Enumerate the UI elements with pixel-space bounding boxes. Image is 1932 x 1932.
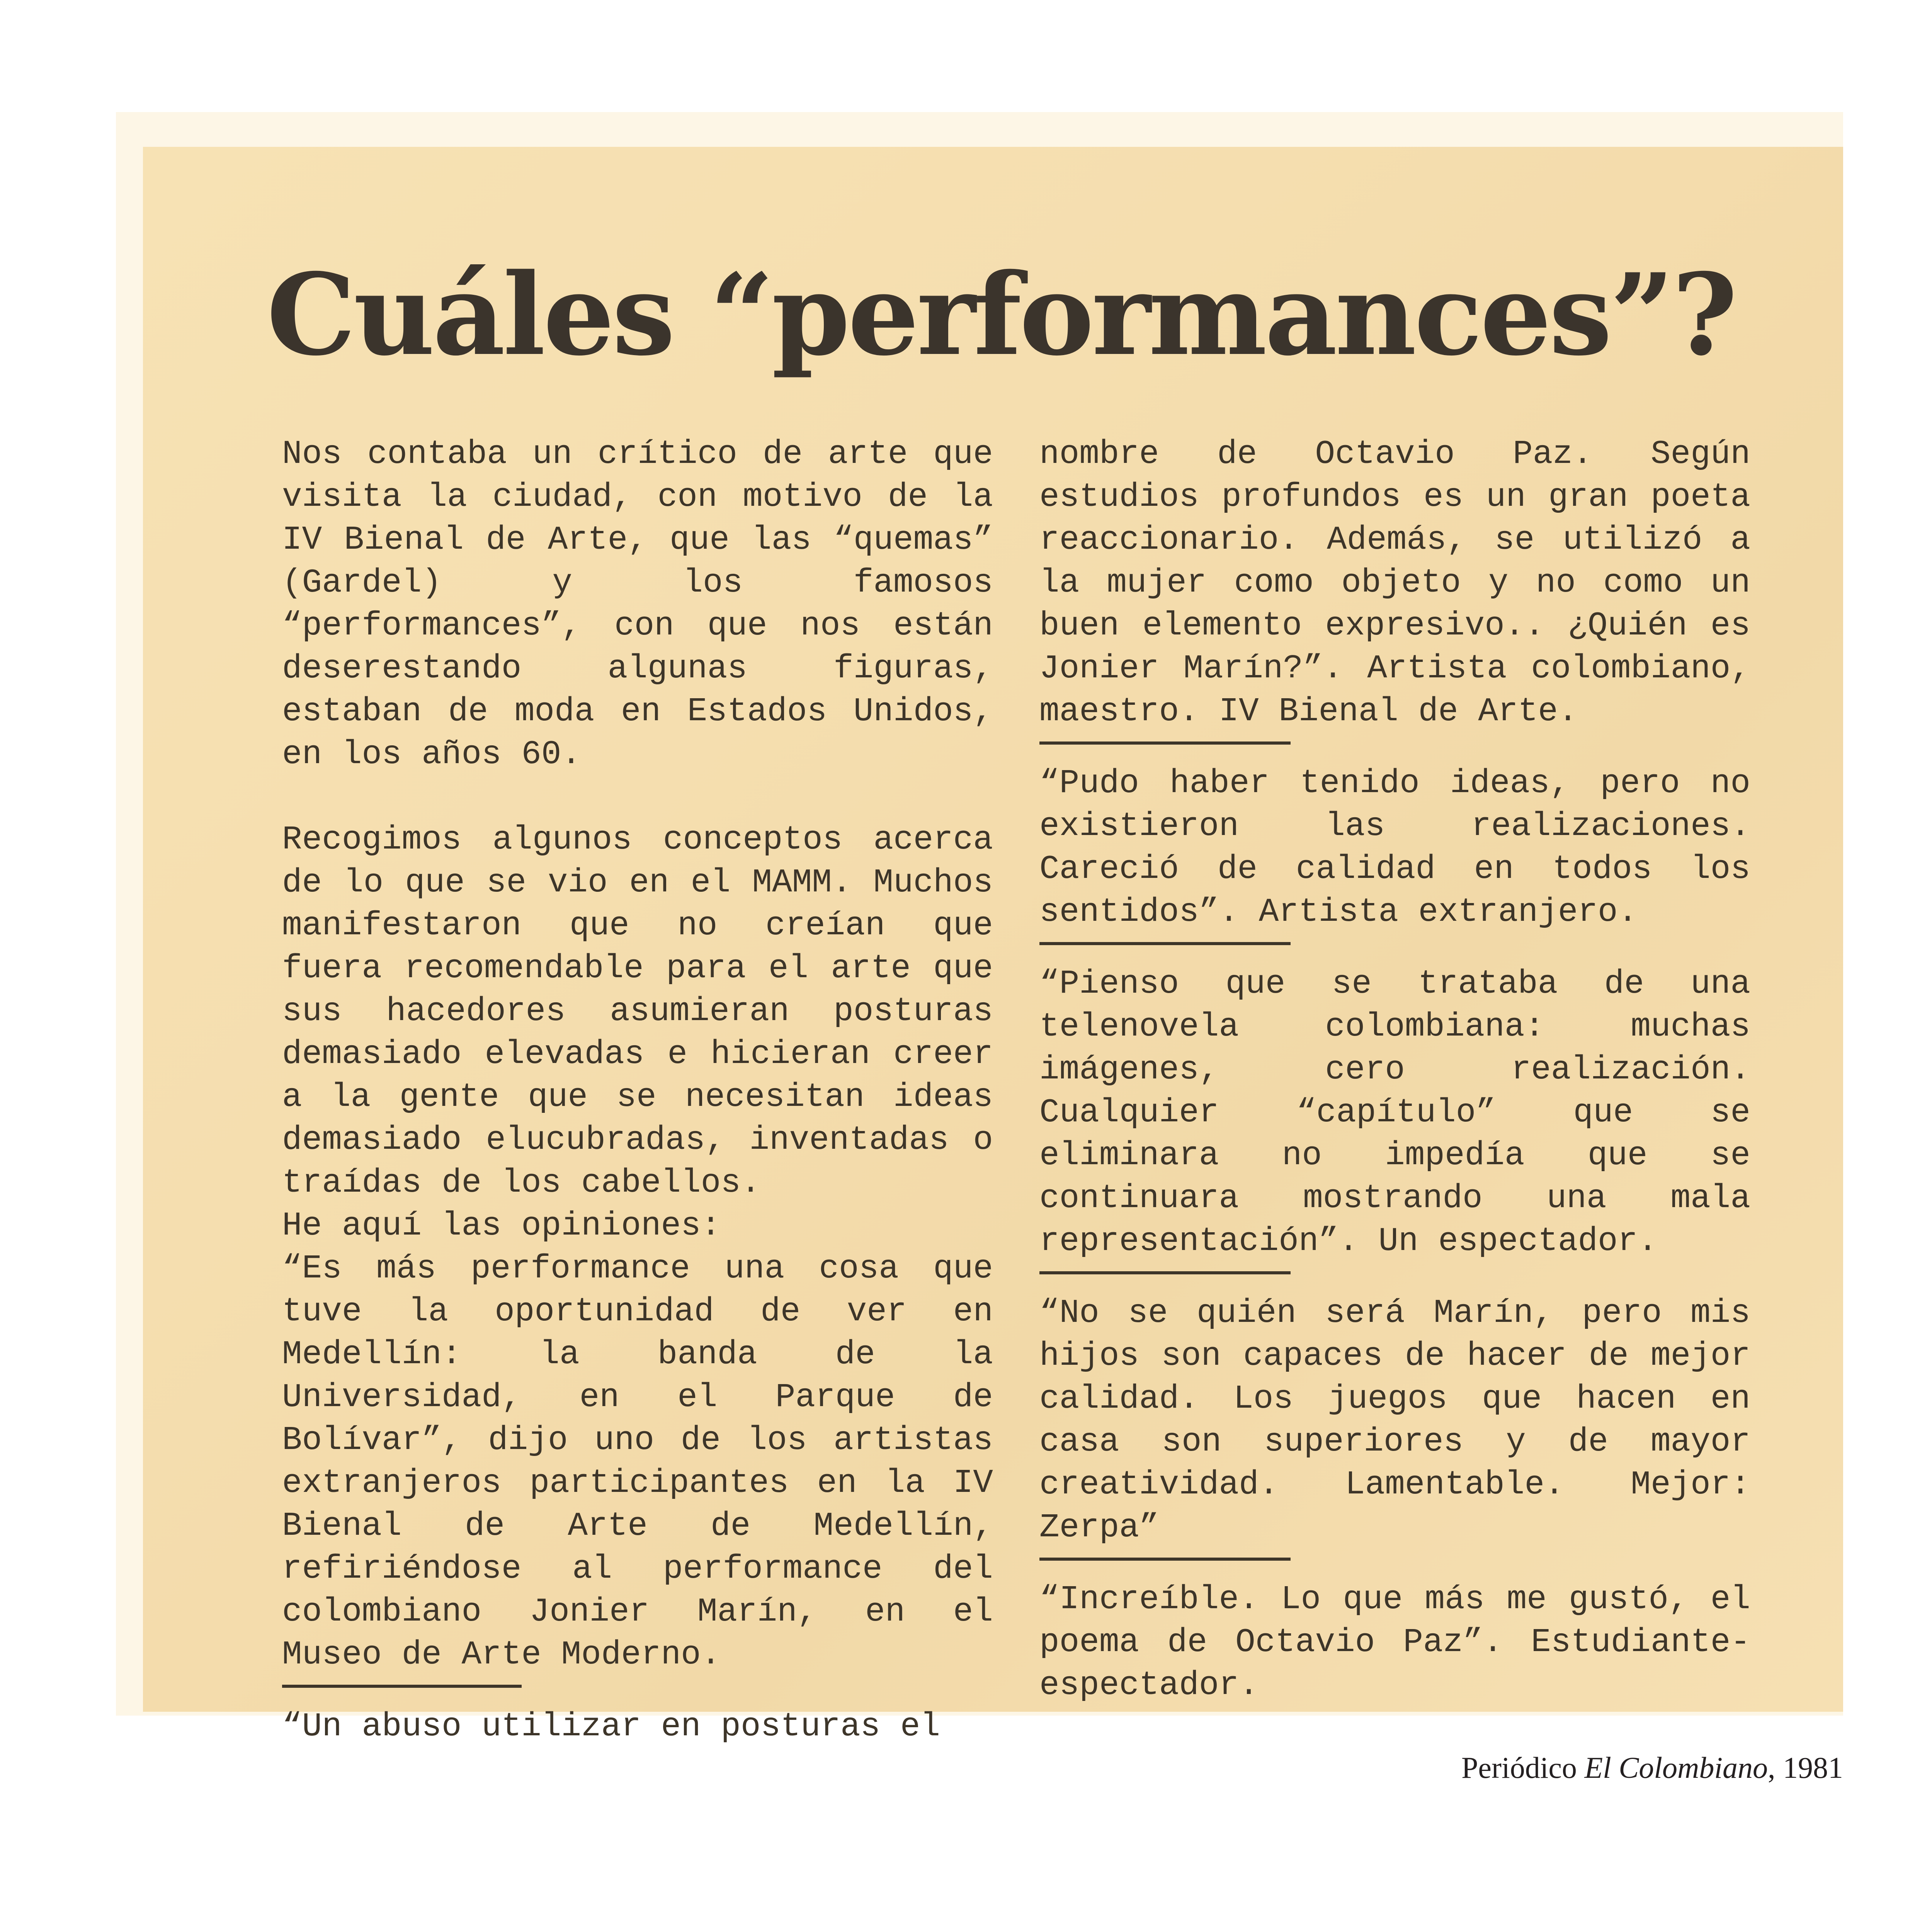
right-paragraph-5: “Increíble. Lo que más me gustó, el poema de Octavio Paz”. Estudiante-espectador. [1039, 1580, 1750, 1704]
right-paragraph-3: “Pienso que se trataba de una telenovela colombiana: muchas imágenes, cero realización. Cualquier “capítulo” que se eliminara no impedía que se continuara mostrando una mala representación”. Un espectador. [1039, 965, 1750, 1260]
right-paragraph-1: nombre de Octavio Paz. Según estudios profundos es un gran poeta reaccionario. Además, se utilizó a la mujer como objeto y no como un buen elemento expresivo.. ¿Quién es Jonier Marín?”. Artista colombiano, maestro. IV Bienal de Arte. [1039, 435, 1750, 730]
left-paragraph-5: “Un abuso utilizar en posturas el [282, 1708, 940, 1745]
left-paragraph-1: Nos contaba un crítico de arte que visita la ciudad, con motivo de la IV Bienal de Arte, que las “quemas” (Gardel) y los famosos “performances”, con que nos están deserestando algunas figuras, estaban de moda en Estados Unidos, en los años 60. [282, 435, 993, 773]
clipping-headline: Cuáles “performances”? [267, 249, 1735, 381]
clipping-right-column [1039, 433, 1750, 1707]
paragraph-spacer [282, 776, 993, 818]
caption-year: , 1981 [1768, 1751, 1843, 1784]
left-paragraph-2: Recogimos algunos conceptos acerca de lo que se vio en el MAMM. Muchos manifestaron que no creían que fuera recomendable para el arte que sus hacedores asumieran posturas demasiado elevadas e hicieran creer a la gente que se necesitan ideas demasiado elucubradas, inventadas o traídas de los cabellos. [282, 821, 993, 1202]
right-paragraph-2: “Pudo haber tenido ideas, pero no existieron las realizaciones. Careció de calidad en todos los sentidos”. Artista extranjero. [1039, 764, 1750, 931]
right-paragraph-4: “No se quién será Marín, pero mis hijos son capaces de hacer de mejor calidad. Los juegos que hacen en casa son superiores y de mayor creatividad. Lamentable. Mejor: Zerpa” [1039, 1294, 1750, 1546]
clipping-left-column [282, 433, 993, 1748]
column-divider-rule [1039, 942, 1291, 945]
image-caption [1461, 1750, 1843, 1785]
left-paragraph-4: “Es más performance una cosa que tuve la oportunidad de ver en Medellín: la banda de la Universidad, en el Parque de Bolívar”, dijo uno de los artistas extranjeros participantes en la IV Bienal de Arte de Medellín, refiriéndose al performance del colombiano Jonier Marín, en el Museo de Arte Moderno. [282, 1250, 993, 1673]
column-divider-rule [1039, 1558, 1291, 1561]
column-divider-rule [1039, 1271, 1291, 1274]
caption-prefix: Periódico [1461, 1751, 1585, 1784]
caption-newspaper-name: El Colombiano [1584, 1751, 1768, 1784]
column-divider-rule [282, 1685, 522, 1688]
left-paragraph-3: He aquí las opiniones: [282, 1207, 721, 1245]
column-divider-rule [1039, 742, 1291, 745]
newspaper-clipping [143, 147, 1843, 1745]
